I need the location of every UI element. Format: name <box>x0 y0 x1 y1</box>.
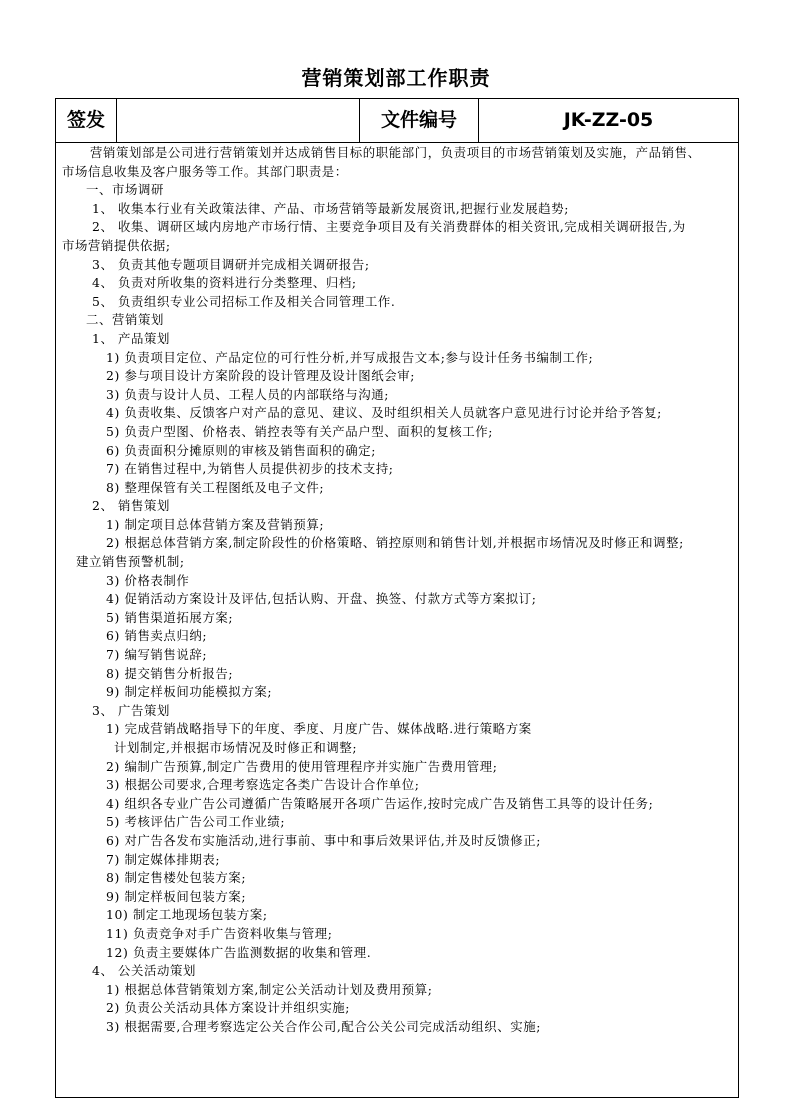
text-line: 1、 收集本行业有关政策法律、产品、市场营销等最新发展资讯,把握行业发展趋势; <box>92 200 570 216</box>
text-line: 5、 负责组织专业公司招标工作及相关合同管理工作. <box>92 293 396 309</box>
sign-label: 签发 <box>66 109 105 131</box>
text-line: 4) 组织各专业广告公司遵循广告策略展开各项广告运作,按时完成广告及销售工具等的设计任务; <box>106 795 654 811</box>
text-line: 4、 公关活动策划 <box>92 963 196 979</box>
text-line: 9) 制定样板间包装方案; <box>106 888 247 904</box>
text-line: 市场营销提供依据; <box>62 237 171 253</box>
duties-text <box>56 144 740 1037</box>
text-line: 4、 负责对所收集的资料进行分类整理、归档; <box>92 275 357 291</box>
text-line: 1、 产品策划 <box>92 330 170 346</box>
text-line: 7) 制定媒体排期表; <box>106 851 221 867</box>
text-line: 3) 根据公司要求,合理考察选定各类广告设计合作单位; <box>106 777 420 793</box>
text-line: 2) 编制广告预算,制定广告费用的使用管理程序并实施广告费用管理; <box>106 758 498 774</box>
text-line: 建立销售预警机制; <box>76 554 185 570</box>
text-line: 3) 负责与设计人员、工程人员的内部联络与沟通; <box>106 386 390 402</box>
text-line: 营销策划部是公司进行营销策划并达成销售目标的职能部门，负责项目的市场营销策划及实施，产品销售、 <box>90 145 701 160</box>
text-line: 2、 销售策划 <box>92 498 170 514</box>
text-line: 3) 价格表制作 <box>106 572 190 588</box>
document-frame <box>55 98 739 1098</box>
page-title: 营销策划部工作职责 <box>301 66 491 90</box>
text-line: 3) 根据需要,合理考察选定公关合作公司,配合公关公司完成活动组织、实施; <box>106 1018 542 1034</box>
text-line: 8) 制定售楼处包装方案; <box>106 870 247 886</box>
text-line: 5) 销售渠道拓展方案; <box>106 609 234 625</box>
document-number-label: 文件编号 <box>380 109 457 131</box>
text-line: 7) 编写销售说辞; <box>106 647 208 663</box>
text-line: 4) 促销活动方案设计及评估,包括认购、开盘、换签、付款方式等方案拟订; <box>106 591 537 607</box>
header-row <box>56 99 738 143</box>
text-line: 6) 负责面积分摊原则的审核及销售面积的确定; <box>106 442 377 458</box>
text-line: 计划制定,并根据市场情况及时修正和调整; <box>114 740 358 755</box>
text-line: 1) 完成营销战略指导下的年度、季度、月度广告、媒体战略.进行策略方案 <box>106 721 532 737</box>
text-line: 3、 负责其他专题项目调研并完成相关调研报告; <box>92 256 370 272</box>
document-number-value: JK-ZZ-05 <box>563 109 654 131</box>
text-line: 3、 广告策划 <box>92 702 170 718</box>
text-line: 1) 负责项目定位、产品定位的可行性分析,并写成报告文本;参与设计任务书编制工作; <box>106 349 594 365</box>
text-line: 2) 参与项目设计方案阶段的设计管理及设计图纸会审; <box>106 368 416 384</box>
text-line: 2、 收集、调研区域内房地产市场行情、主要竞争项目及有关消费群体的相关资讯,完成相关调研报告,为 <box>92 219 686 235</box>
text-line: 1) 制定项目总体营销方案及营销预算; <box>106 516 325 532</box>
text-line: 8) 整理保管有关工程图纸及电子文件; <box>106 479 325 495</box>
text-line: 7) 在销售过程中,为销售人员提供初步的技术支持; <box>106 461 394 477</box>
text-line: 6) 对广告各发布实施活动,进行事前、事中和事后效果评估,并及时反馈修正; <box>106 832 542 848</box>
text-line: 5) 考核评估广告公司工作业绩; <box>106 814 286 830</box>
text-line: 4) 负责收集、反馈客户对产品的意见、建议、及时组织相关人员就客户意见进行讨论并给予答复; <box>106 405 662 421</box>
text-line: 2) 负责公关活动具体方案设计并组织实施; <box>106 1000 351 1016</box>
text-line: 11) 负责竞争对手广告资料收集与管理; <box>106 925 333 941</box>
text-line: 8) 提交销售分析报告; <box>106 665 234 681</box>
text-line: 6) 销售卖点归纳; <box>106 628 208 644</box>
text-line: 1) 根据总体营销策划方案,制定公关活动计划及费用预算; <box>106 981 433 997</box>
text-line: 9) 制定样板间功能模拟方案; <box>106 684 273 700</box>
text-line: 2) 根据总体营销方案,制定阶段性的价格策略、销控原则和销售计划,并根据市场情况及时修正和调整; <box>106 535 684 551</box>
text-line: 一、市场调研 <box>86 182 164 198</box>
sign-value <box>117 99 359 142</box>
text-line: 市场信息收集及客户服务等工作。其部门职责是： <box>62 163 348 179</box>
text-line: 5) 负责户型图、价格表、销控表等有关产品户型、面积的复核工作; <box>106 423 493 439</box>
text-line: 二、营销策划 <box>86 312 164 328</box>
text-line: 10) 制定工地现场包装方案; <box>106 907 268 923</box>
text-line: 12) 负责主要媒体广告监测数据的收集和管理. <box>106 944 372 960</box>
